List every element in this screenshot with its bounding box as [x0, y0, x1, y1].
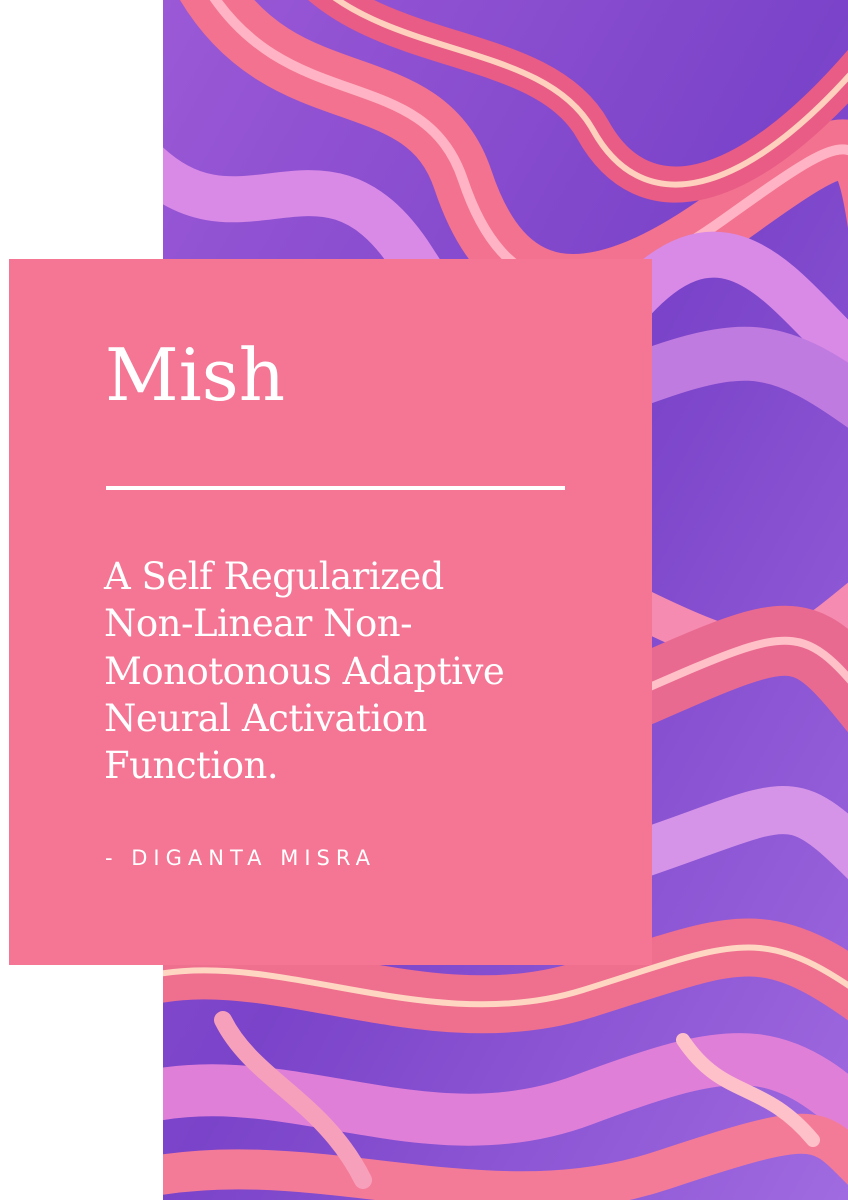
subtitle-line: A Self Regularized: [104, 555, 444, 598]
subtitle-line: Non-Linear Non-: [104, 602, 413, 646]
subtitle-line: Neural Activation: [104, 697, 427, 741]
title-card: [9, 259, 652, 965]
subtitle-line: Function.: [104, 744, 279, 788]
title-divider: [106, 486, 565, 490]
cover-title: Mish: [105, 333, 286, 417]
cover-author: - DIGANTA MISRA: [105, 846, 376, 870]
subtitle-line: Monotonous Adaptive: [104, 649, 505, 693]
cover-subtitle: [104, 553, 624, 790]
